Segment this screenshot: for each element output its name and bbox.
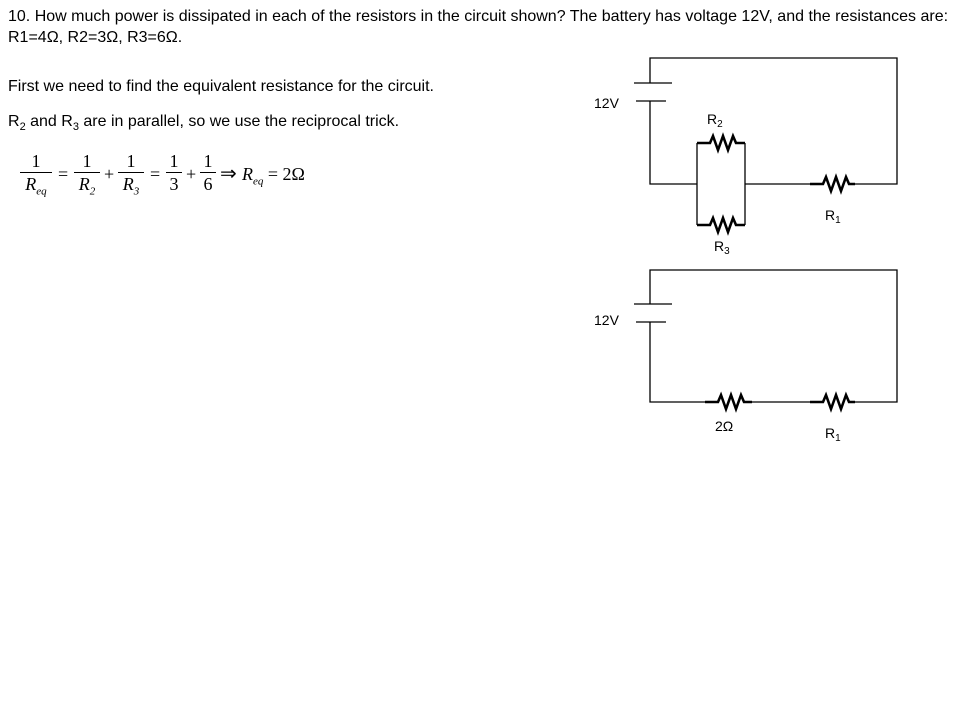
denominator: 3: [169, 174, 179, 194]
numerator: 1: [126, 151, 136, 171]
r1-subscript: 1: [835, 215, 841, 226]
r2-letter: R: [8, 113, 20, 130]
req-letter: R: [25, 174, 37, 194]
r2-letter: R: [78, 174, 90, 194]
r1-letter: R: [825, 425, 836, 441]
r1-label: [825, 207, 841, 226]
step-equivalent-resistance: First we need to find the equivalent resistance for the circuit.: [8, 78, 434, 95]
resistor-r3: [697, 218, 745, 232]
resistor-req: [705, 395, 752, 409]
battery-label-1: 12V: [594, 95, 619, 111]
r2-letter: R: [707, 111, 718, 127]
r3-letter: R: [714, 238, 725, 254]
denominator: 6: [203, 174, 213, 194]
equals-sign: =: [150, 164, 161, 184]
top-right-wire: [650, 270, 897, 402]
implies-arrow: ⇒: [220, 163, 237, 185]
top-right-wire: [650, 58, 897, 184]
numerator: 1: [82, 151, 92, 171]
circuit1-wires: [634, 58, 897, 225]
r3-subscript: 3: [72, 121, 79, 134]
r1-letter: R: [825, 207, 836, 223]
resistor-r2: [697, 136, 745, 150]
left-bottom-wire: [650, 322, 705, 402]
resistor-r1: [810, 177, 855, 191]
r2-subscript: 2: [89, 185, 96, 198]
resistor-r1-2: [810, 395, 855, 409]
numerator: 1: [31, 151, 41, 171]
left-bottom-wire: [650, 101, 697, 184]
parallel-rest-text: are in parallel, so we use the reciprocal trick.: [78, 113, 400, 130]
battery-label-2: 12V: [594, 312, 619, 328]
r2-label: [707, 111, 723, 130]
r2-subscript: 2: [19, 121, 26, 134]
r3-subscript: 3: [133, 185, 140, 198]
r2-subscript: 2: [717, 119, 723, 130]
r3-label: [714, 238, 730, 257]
question-text: 10. How much power is dissipated in each of the resistors in the circuit shown? The battery has voltage 12V, and the resistances are: R1=4Ω, R2=3Ω, R3=6Ω.: [8, 8, 949, 46]
r3-subscript: 3: [724, 246, 730, 257]
equals-sign: =: [58, 164, 69, 184]
req-subscript: eq: [253, 175, 264, 188]
r3-letter: R: [122, 174, 134, 194]
plus-sign: +: [186, 164, 197, 184]
req-letter: R: [242, 164, 253, 184]
numerator: 1: [169, 151, 179, 171]
and-r3-text: and R: [25, 113, 73, 130]
req-label: 2Ω: [715, 418, 734, 434]
req-subscript: eq: [36, 185, 47, 198]
r1-label-2: [825, 425, 841, 444]
r1-subscript: 1: [835, 433, 841, 444]
result-value: = 2Ω: [267, 164, 305, 184]
plus-sign: +: [104, 164, 115, 184]
numerator: 1: [203, 151, 213, 171]
circuit2-wires: [634, 270, 897, 402]
